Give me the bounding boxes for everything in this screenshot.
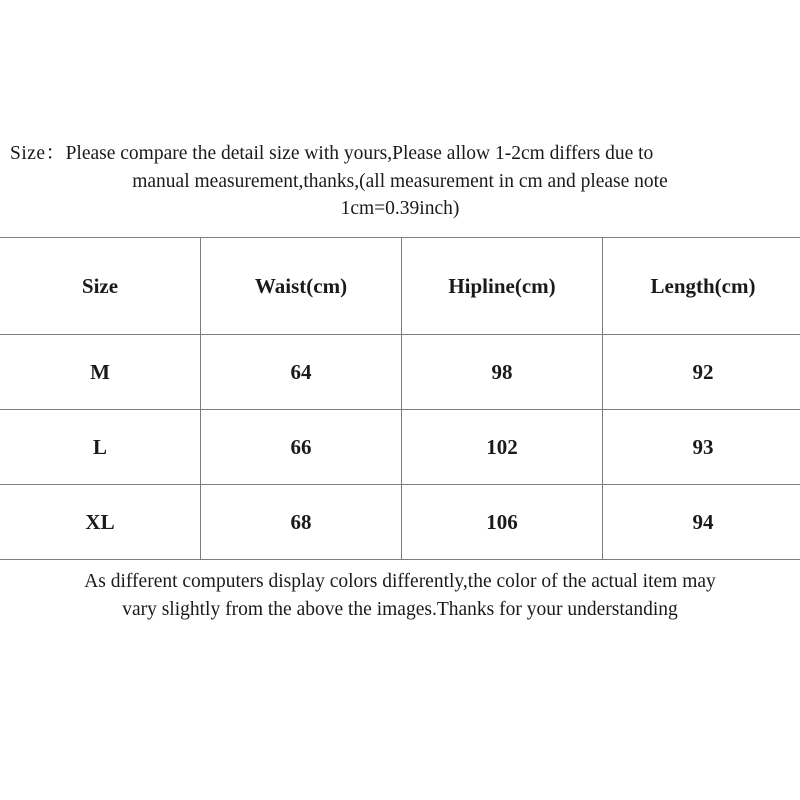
cell-length: 92 (603, 335, 800, 410)
color-disclaimer-line-1: As different computers display colors differently,the color of the actual item may (84, 571, 716, 593)
measurement-note (0, 140, 800, 223)
cell-size: L (0, 410, 201, 485)
header-length: Length(cm) (603, 238, 800, 335)
cell-hipline: 98 (402, 335, 603, 410)
size-label: Size： (10, 143, 66, 164)
header-hipline: Hipline(cm) (402, 238, 603, 335)
cell-hipline: 102 (402, 410, 603, 485)
cell-length: 94 (603, 485, 800, 560)
cell-waist: 68 (201, 485, 402, 560)
cell-waist: 64 (201, 335, 402, 410)
measurement-note-text-1: Please compare the detail size with yours,Please allow 1-2cm differs due to (65, 143, 654, 164)
table-row (0, 410, 800, 485)
cell-size: XL (0, 485, 201, 560)
measurement-note-line-2: manual measurement,thanks,(all measurement in cm and please note (132, 170, 668, 192)
cell-hipline: 106 (402, 485, 603, 560)
size-chart-container (0, 140, 800, 625)
table-header-row (0, 238, 800, 335)
color-disclaimer-note (0, 560, 800, 625)
header-size: Size (0, 238, 201, 335)
measurement-note-line-3: 1cm=0.39inch) (340, 198, 460, 220)
table-row (0, 485, 800, 560)
color-disclaimer-line-2: vary slightly from the above the images.Thanks for your understanding (122, 599, 678, 621)
cell-length: 93 (603, 410, 800, 485)
header-waist: Waist(cm) (201, 238, 402, 335)
cell-size: M (0, 335, 201, 410)
table-row (0, 335, 800, 410)
size-table (0, 237, 800, 560)
cell-waist: 66 (201, 410, 402, 485)
measurement-note-line-1 (4, 140, 796, 168)
